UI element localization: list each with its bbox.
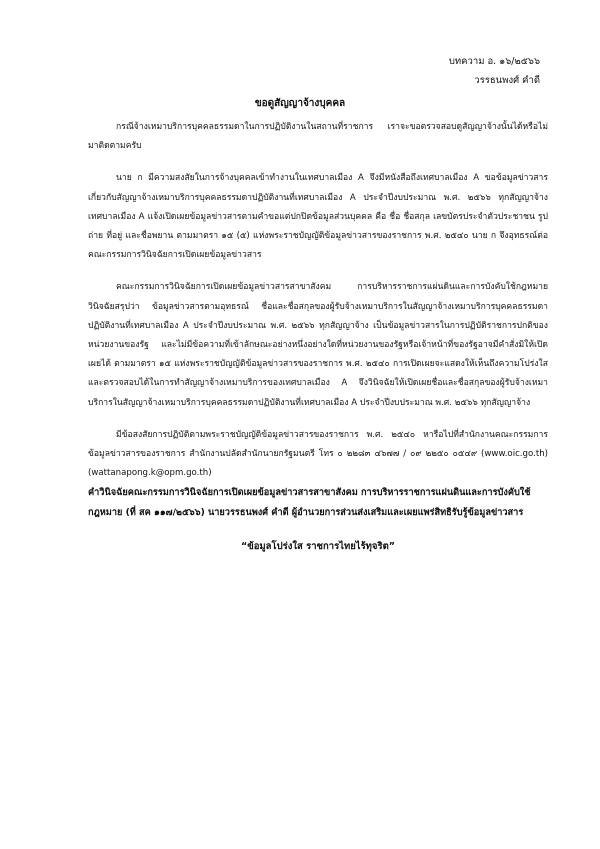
slogan: “ข้อมูลโปร่งใส ราชการไทยไร้ทุจริต” <box>240 541 396 553</box>
case-paragraph: นาย ก มีความสงสัยในการจ้างบุคคลเข้าทำงานในเทศบาลเมือง A จึงมีหนังสือถึงเทศบาลเมือง A ขอข้อมูลข่าวสารเกี่ยวกับสัญญาจ้างเหมาบริการบุคคลธรรมดาปฏิบัติงานที่เทศบาลเมือง A ประจำปีงบประมาณ พ.ศ. ๒๕๖๖ ทุกสัญญาจ้าง เทศบาลเมือง A แจ้งเปิดเผยข้อมูลข่าวสารตามคำขอแต่ปกปิดข้อมูลส่วนบุคคล คือ ชื่อ ชื่อสกุล เลขบัตรประจำตัวประชาชน รูปถ่าย ที่อยู่ และชื่อพยาน ตามมาตรา ๑๕ (๕) แห่งพระราชบัญญัติข้อมูลข่าวสารของราชการ พ.ศ. ๒๕๔๐ นาย ก จึงอุทธรณ์ต่อคณะกรรมการวินิจฉัยการเปิดเผยข้อมูลข่าวสาร <box>88 173 548 261</box>
article-number: บทความ อ. ๑๖/๒๕๖๖ <box>448 56 540 67</box>
author-name: วรรธนพงศ์ คำดี <box>474 75 540 86</box>
decision-reference: คำวินิจฉัยคณะกรรมการวินิจฉัยการเปิดเผยข้อมูลข่าวสารสาขาสังคม การบริหารราชการแผ่นดินและการบังคับใช้กฎหมาย (ที่ สค ๑๑๗/๒๕๖๖) นายวรรธนพงศ์ คำดี ผู้อำนวยการส่วนส่งเสริมและเผยแพร่สิทธิรับรู้ข้อมูลข่าวสาร <box>88 487 531 518</box>
document-title: ขอดูสัญญาจ้างบุคคล <box>254 98 346 109</box>
contact-paragraph: มีข้อสงสัยการปฏิบัติตามพระราชบัญญัติข้อมูลข่าวสารของราชการ พ.ศ. ๒๕๔๐ หารือไปที่สำนักงานคณะกรรมการข้อมูลข่าวสารของราชการ สำนักงานปลัดสำนักนายกรัฐมนตรี โทร ๐ ๒๒๘๓ ๔๖๗๗ / ๐๙ ๒๒๕๐ ๐๕๔๙ (www.oic.go.th) (wattanapong.k@opm.go.th) <box>88 429 548 479</box>
article-meta <box>449 52 540 90</box>
intro-paragraph: กรณีจ้างเหมาบริการบุคคลธรรมดาในการปฏิบัติงานในสถานที่ราชการ เราจะขอตรวจสอบดูสัญญาจ้างนั้นได้หรือไม่ มาติดตามครับ <box>88 122 548 152</box>
ruling-paragraph: คณะกรรมการวินิจฉัยการเปิดเผยข้อมูลข่าวสารสาขาสังคม การบริหารราชการแผ่นดินและการบังคับใช้กฎหมาย วินิจฉัยสรุปว่า ข้อมูลข่าวสารตามอุทธรณ์ ชื่อและชื่อสกุลของผู้รับจ้างเหมาบริการในสัญญาจ้างเหมาบริการบุคคลธรรมดาปฏิบัติงานที่เทศบาลเมือง A ประจำปีงบประมาณ พ.ศ. ๒๕๖๖ ทุกสัญญาจ้าง เป็นข้อมูลข่าวสารในการปฏิบัติราชการปกติของหน่วยงานของรัฐ และไม่มีข้อความที่เข้าลักษณะอย่างหนึ่งอย่างใดที่หน่วยงานของรัฐหรือเจ้าหน้าที่ของรัฐอาจมีคำสั่งมิให้เปิดเผยได้ ตามมาตรา ๑๕ แห่งพระราชบัญญัติข้อมูลข่าวสารของราชการ พ.ศ. ๒๕๔๐ การเปิดเผยจะแสดงให้เห็นถึงความโปร่งใสและตรวจสอบได้ในการทำสัญญาจ้างเหมาบริการของเทศบาลเมือง A จึงวินิจฉัยให้เปิดเผยชื่อและชื่อสกุลของผู้รับจ้างเหมาบริการในสัญญาจ้างเหมาบริการบุคคลธรรมดาปฏิบัติงานที่เทศบาลเมือง A ประจำปีงบประมาณ พ.ศ. ๒๕๖๖ ทุกสัญญาจ้าง <box>88 282 548 408</box>
document-body <box>88 118 548 554</box>
